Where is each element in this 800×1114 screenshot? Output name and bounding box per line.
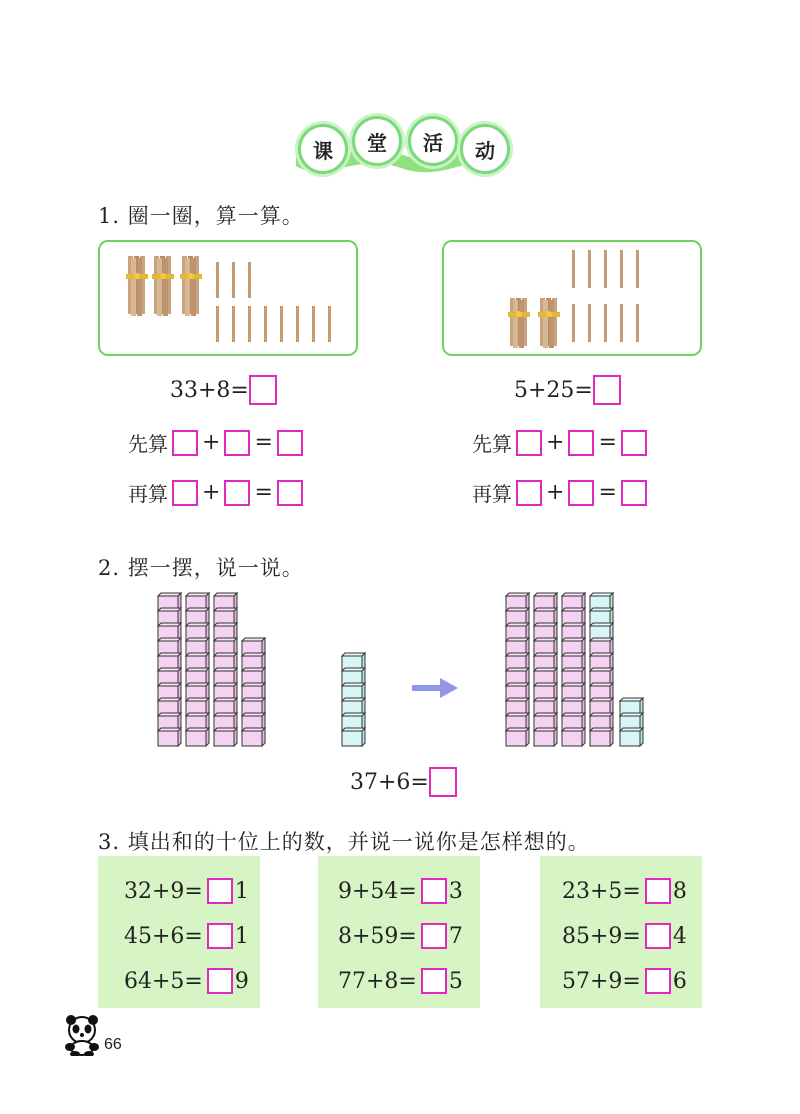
step2-left-plus: +: [202, 480, 221, 505]
expr: 32+9=: [124, 878, 203, 904]
step2-left-box-3[interactable]: [277, 480, 303, 506]
section3-title: 3. 填出和的十位上的数，并说一说你是怎样想的。: [98, 830, 590, 854]
expr: 8+59=: [338, 923, 417, 949]
tens-row: [124, 923, 249, 949]
tens-box[interactable]: [645, 923, 671, 949]
bundled-sticks-image-left: [100, 242, 356, 354]
step1-right-label: 先算: [472, 432, 512, 456]
step2-left: [128, 478, 303, 507]
bundled-sticks-image-right: [444, 242, 700, 354]
step1-left: [128, 428, 303, 457]
step1-right: [472, 428, 647, 457]
tens-box[interactable]: [421, 923, 447, 949]
step1-left-plus: +: [202, 430, 221, 455]
equation-left-text: 33+8=: [170, 377, 249, 403]
step1-right-equals: =: [598, 430, 617, 455]
tens-row: [338, 878, 463, 904]
activity-banner: [296, 112, 506, 182]
step1-left-box-1[interactable]: [172, 430, 198, 456]
right-arrow-icon: [412, 678, 458, 698]
tens-row: [562, 878, 687, 904]
expr: 23+5=: [562, 878, 641, 904]
answer-box-left[interactable]: [249, 375, 277, 405]
step2-right-label: 再算: [472, 482, 512, 506]
banner-char-1: 课: [298, 124, 348, 174]
tens-row: [338, 923, 463, 949]
page-number: 66: [104, 1036, 122, 1053]
step2-right-box-1[interactable]: [516, 480, 542, 506]
step1-right-box-2[interactable]: [568, 430, 594, 456]
ones-digit: 5: [448, 968, 463, 994]
answer-box-right[interactable]: [593, 375, 621, 405]
expr: 57+9=: [562, 968, 641, 994]
tens-box[interactable]: [207, 923, 233, 949]
expr: 77+8=: [338, 968, 417, 994]
ones-digit: 4: [672, 923, 687, 949]
section2-title: 2. 摆一摆，说一说。: [98, 556, 304, 580]
step1-right-plus: +: [546, 430, 565, 455]
step1-left-equals: =: [254, 430, 273, 455]
banner-char-3: 活: [408, 116, 458, 166]
step2-left-equals: =: [254, 480, 273, 505]
expr: 85+9=: [562, 923, 641, 949]
tens-box[interactable]: [421, 878, 447, 904]
step2-left-label: 再算: [128, 482, 168, 506]
step2-left-box-2[interactable]: [224, 480, 250, 506]
step1-left-box-2[interactable]: [224, 430, 250, 456]
tens-row: [562, 923, 687, 949]
ones-digit: 7: [448, 923, 463, 949]
step2-right-box-3[interactable]: [621, 480, 647, 506]
tens-digit-panel-3: [540, 856, 702, 1008]
tens-digit-panel-1: [98, 856, 260, 1008]
equation-left: [170, 375, 277, 405]
equation-blocks: [350, 767, 457, 797]
ones-digit: 9: [234, 968, 249, 994]
step2-right-plus: +: [546, 480, 565, 505]
tens-box[interactable]: [421, 968, 447, 994]
tens-box[interactable]: [645, 968, 671, 994]
step2-left-box-1[interactable]: [172, 480, 198, 506]
step1-right-box-1[interactable]: [516, 430, 542, 456]
equation-blocks-text: 37+6=: [350, 769, 429, 795]
blocks-illustration: [150, 588, 650, 752]
expr: 64+5=: [124, 968, 203, 994]
step1-left-box-3[interactable]: [277, 430, 303, 456]
equation-right-text: 5+25=: [514, 377, 593, 403]
ones-digit: 8: [672, 878, 687, 904]
expr: 9+54=: [338, 878, 417, 904]
ones-digit: 1: [234, 878, 249, 904]
tens-box[interactable]: [645, 878, 671, 904]
tens-row: [562, 968, 687, 994]
ones-digit: 6: [672, 968, 687, 994]
tens-box[interactable]: [207, 968, 233, 994]
step2-right-box-2[interactable]: [568, 480, 594, 506]
banner-char-2: 堂: [352, 116, 402, 166]
sticks-panel-right: [442, 240, 702, 356]
tens-box[interactable]: [207, 878, 233, 904]
tens-row: [124, 968, 249, 994]
sticks-panel-left: [98, 240, 358, 356]
banner-char-4: 动: [460, 124, 510, 174]
step1-left-label: 先算: [128, 432, 168, 456]
tens-digit-panel-2: [318, 856, 480, 1008]
answer-box-blocks[interactable]: [429, 767, 457, 797]
tens-row: [338, 968, 463, 994]
step2-right: [472, 478, 647, 507]
ones-digit: 3: [448, 878, 463, 904]
equation-right: [514, 375, 621, 405]
section1-title: 1. 圈一圈，算一算。: [98, 204, 304, 228]
step1-right-box-3[interactable]: [621, 430, 647, 456]
expr: 45+6=: [124, 923, 203, 949]
tens-row: [124, 878, 249, 904]
panda-icon: [62, 1014, 102, 1056]
step2-right-equals: =: [598, 480, 617, 505]
ones-digit: 1: [234, 923, 249, 949]
